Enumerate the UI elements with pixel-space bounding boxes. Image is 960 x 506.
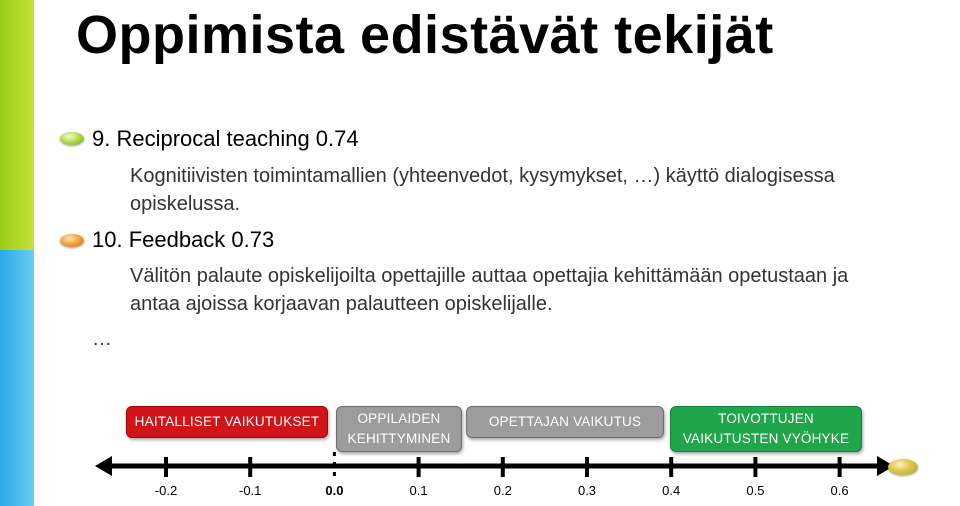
tick-label: 0.3 <box>577 483 597 498</box>
item-title-reciprocal-teaching: 9. Reciprocal teaching 0.74 <box>92 126 359 151</box>
green-oval-bullet-icon <box>60 132 84 145</box>
axis-end-bullet-icon <box>888 459 918 475</box>
tick-label: -0.2 <box>154 483 178 498</box>
item-description-reciprocal-teaching: Kognitiivisten toimintamallien (yhteenvedot, kysymykset, …) käyttö dialogisessa opiskelussa. <box>130 165 835 215</box>
zone-label: TOIVOTTUJEN VAIKUTUSTEN VYÖHYKE <box>682 411 850 446</box>
tick-label: 0.5 <box>746 483 765 498</box>
tick-label: 0.4 <box>662 483 681 498</box>
tick-label: 0.0 <box>325 483 344 498</box>
zero-tick-mark <box>333 452 336 456</box>
zero-tick-mark <box>333 472 336 476</box>
decorative-side-stripe <box>0 0 34 506</box>
effect-size-axis <box>0 440 960 485</box>
zone-teacher-effect <box>466 406 664 438</box>
axis-left-arrow <box>95 456 112 476</box>
zone-label: HAITALLISET VAIKUTUKSET <box>134 414 320 429</box>
stripe-green-segment <box>0 0 34 250</box>
orange-oval-bullet-icon <box>60 234 84 247</box>
tick-label: 0.2 <box>493 483 512 498</box>
item-description-feedback: Välitön palaute opiskelijoilta opettajille auttaa opettajia kehittämään opetustaan ja antaa ajoissa korjaavan palautteen opiskelijalle. <box>130 265 849 315</box>
slide-title: Oppimista edistävät tekijät <box>76 5 774 65</box>
continuation-ellipsis: … <box>92 328 112 350</box>
zone-label: OPETTAJAN VAIKUTUS <box>488 414 642 429</box>
tick-label: 0.1 <box>409 483 428 498</box>
tick-label: -0.1 <box>238 483 262 498</box>
item-title-feedback: 10. Feedback 0.73 <box>92 227 275 252</box>
zone-harmful-effects <box>126 406 328 438</box>
tick-label: 0.6 <box>830 483 849 498</box>
zero-tick-mark <box>333 462 336 466</box>
zone-label: OPPILAIDEN KEHITTYMINEN <box>347 411 451 446</box>
